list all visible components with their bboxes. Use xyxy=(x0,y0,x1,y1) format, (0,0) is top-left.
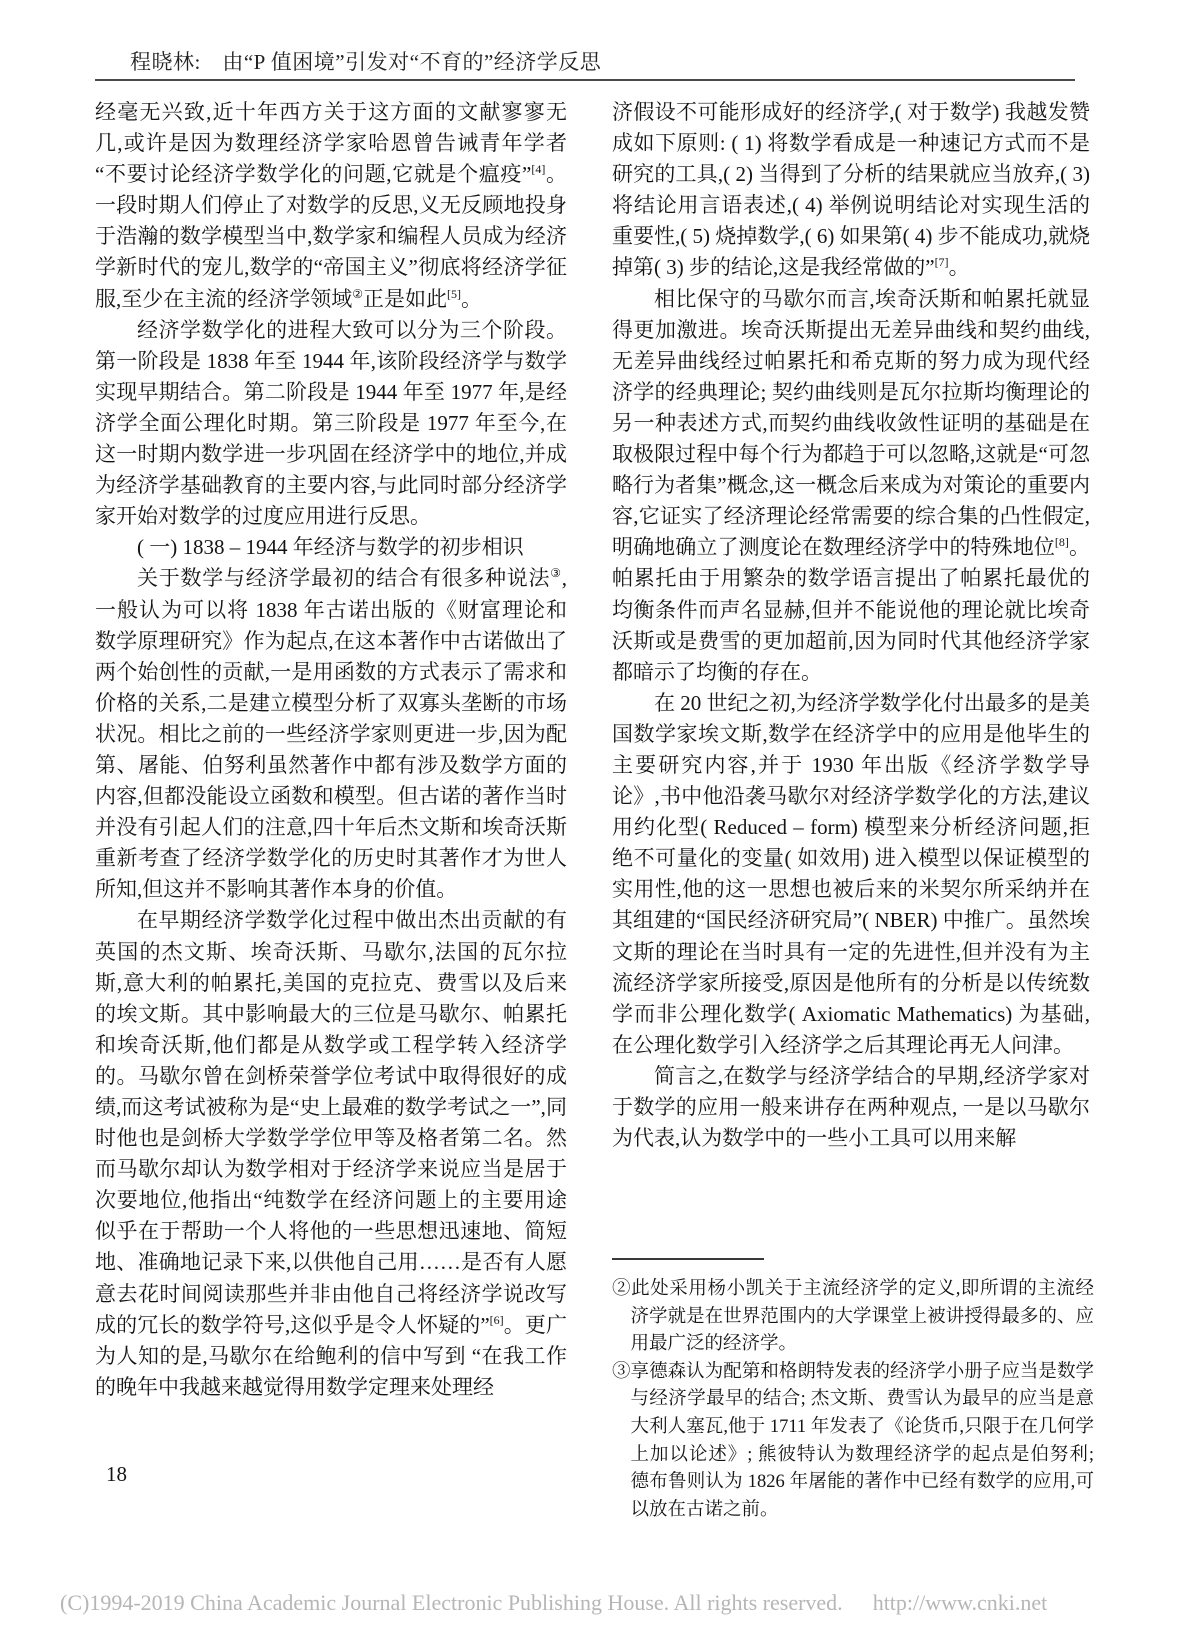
footnote-reference: [6] xyxy=(489,1312,504,1327)
right-column xyxy=(612,97,1090,1154)
copyright-footer xyxy=(38,1564,1047,1630)
footnote-reference: ② xyxy=(352,286,364,301)
footnote-reference: [7] xyxy=(934,255,949,270)
footnote-reference: [8] xyxy=(1054,535,1069,550)
footnote-reference: ③ xyxy=(550,566,562,581)
paragraph: 在早期经济学数学化过程中做出杰出贡献的有英国的杰文斯、埃奇沃斯、马歇尔,法国的瓦尔拉斯,意大利的帕累托,美国的克拉克、费雪以及后来的埃文斯。其中影响最大的三位是马歇尔、帕累托和埃奇沃斯,他们都是从数学或工程学转入经济学的。马歇尔曾在剑桥荣誉学位考试中取得很好的成绩,而这考试被称为是“史上最难的数学考试之一”,同时他也是剑桥大学数学学位甲等及格者第二名。然而马歇尔却认为数学相对于经济学来说应当是居于次要地位,他指出“纯数学在经济问题上的主要用途似乎在于帮助一个人将他的一些思想迅速地、简短地、准确地记录下来,以供他自己用……是否有人愿意去花时间阅读那些并非由他自己将经济学说改写成的冗长的数学符号,这似乎是令人怀疑的”[6]。更广为人知的是,马歇尔在给鲍利的信中写到 “在我工作的晚年中我越来越觉得用数学定理来处理经 xyxy=(95,908,568,1399)
footnote-separator-rule xyxy=(612,1258,764,1260)
paragraph: 经毫无兴致,近十年西方关于这方面的文献寥寥无几,或许是因为数理经济学家哈恩曾告诫青年学者“不要讨论经济学数学化的问题,它就是个瘟疫”[4]。一段时期人们停止了对数学的反思,义无反顾地投身于浩瀚的数学模型当中,数学家和编程人员成为经济学新时代的宠儿,数学的“帝国主义”彻底将经济学征服,至少在主流的经济学领域②正是如此[5]。 xyxy=(95,100,568,311)
footnote-item: ③享德森认为配第和格朗特发表的经济学小册子应当是数学与经济学最早的结合; 杰文斯、费雪认为最早的应当是意大利人塞瓦,他于 1711 年发表了《论货币,只限于在几何学上加以论述》; 熊彼特认为数理经济学的起点是伯努利; 德布鲁则认为 1826 年屠能的著作中已经有数学的应用,可以放在古诺之前。 xyxy=(612,1361,1094,1520)
paragraph: 关于数学与经济学最初的结合有很多种说法③,一般认为可以将 1838 年古诺出版的《财富理论和数学原理研究》作为起点,在这本著作中古诺做出了两个始创性的贡献,一是用函数的方式表示了需求和价格的关系,二是建立模型分析了双寡头垄断的市场状况。相比之前的一些经济学家则更进一步,因为配第、屠能、伯努利虽然著作中都有涉及数学方面的内容,但都没能设立函数和模型。但古诺的著作当时并没有引起人们的注意,四十年后杰文斯和埃奇沃斯重新考查了经济学数学化的历史时其著作才为世人所知,但这并不影响其著作本身的价值。 xyxy=(95,566,567,902)
footnote-reference: [5] xyxy=(447,286,462,301)
page-number: 18 xyxy=(106,1462,127,1486)
footnotes-block xyxy=(612,1258,1094,1524)
header-rule xyxy=(95,79,1075,81)
paragraph: 简言之,在数学与经济学结合的早期,经济学家对于数学的应用一般来讲存在两种观点, 一是以马歇尔为代表,认为数学中的一些小工具可以用来解 xyxy=(612,1063,1090,1151)
paragraph: 在 20 世纪之初,为经济学数学化付出最多的是美国数学家埃文斯,数学在经济学中的应用是他毕生的主要研究内容,并于 1930 年出版《经济学数学导论》,书中他沿袭马歇尔对经济学数学化的方法,建议用约化型( Reduced – form) 模型来分析经济问题,拒绝不可量化的变量( 如效用) 进入模型以保证模型的实用性,他的这一思想也被后来的米契尔所采纳并在其组建的“国民经济研究局”( NBER) 中推广。虽然埃文斯的理论在当时具有一定的先进性,但并没有为主流经济学家所接受,原因是他所有的分析是以传统数学而非公理化数学( Axiomatic Mathematics) 为基础,在公理化数学引入经济学之后其理论再无人问津。 xyxy=(612,690,1090,1057)
left-column xyxy=(95,97,567,1403)
paragraph: 相比保守的马歇尔而言,埃奇沃斯和帕累托就显得更加激进。埃奇沃斯提出无差异曲线和契约曲线,无差异曲线经过帕累托和希克斯的努力成为现代经济学的经典理论; 契约曲线则是瓦尔拉斯均衡理论的另一种表述方式,而契约曲线收敛性证明的基础是在取极限过程中每个行为都趋于可以忽略,这就是“可忽略行为者集”概念,这一概念后来成为对策论的重要内容,它证实了经济理论经常需要的综合集的凸性假定,明确地确立了测度论在数理经济学中的特殊地位[8]。帕累托由于用繁杂的数学语言提出了帕累托最优的均衡条件而声名显赫,但并不能说他的理论就比埃奇沃斯或是费雪的更加超前,因为同时代其他经济学家都暗示了均衡的存在。 xyxy=(612,286,1091,684)
copyright-text: (C)1994-2019 China Academic Journal Electronic Publishing House. All rights reserved. xyxy=(60,1590,843,1615)
paragraph: ( 一) 1838 – 1944 年经济与数学的初步相识 xyxy=(137,535,524,560)
footer-url: http://www.cnki.net xyxy=(872,1590,1048,1615)
footnote-item: ②此处采用杨小凯关于主流经济学的定义,即所谓的主流经济学就是在世界范围内的大学课堂上被讲授得最多的、应用最广泛的经济学。 xyxy=(612,1279,1094,1355)
running-head: 程晓林: 由“P 值困境”引发对“不育的”经济学反思 xyxy=(130,50,602,74)
paragraph: 济假设不可能形成好的经济学,( 对于数学) 我越发赞成如下原则: ( 1) 将数学看成是一种速记方式而不是研究的工具,( 2) 当得到了分析的结果就应当放弃,( 3) 将结论用言语表述,( 4) 举例说明结论对实现生活的重要性,( 5) 烧掉数学,( 6) 如果第( 4) 步不能成功,就烧掉第( 3) 步的结论,这是我经常做的”[7]。 xyxy=(612,100,1090,280)
footnote-list xyxy=(612,1276,1094,1524)
paragraph: 经济学数学化的进程大致可以分为三个阶段。第一阶段是 1838 年至 1944 年,该阶段经济学与数学实现早期结合。第二阶段是 1944 年至 1977 年,是经济学全面公理化时期。第三阶段是 1977 年至今,在这一时期内数学进一步巩固在经济学中的地位,并成为经济学基础教育的主要内容,与此同时部分经济学家开始对数学的过度应用进行反思。 xyxy=(95,317,567,529)
footnote-reference: [4] xyxy=(531,162,546,177)
